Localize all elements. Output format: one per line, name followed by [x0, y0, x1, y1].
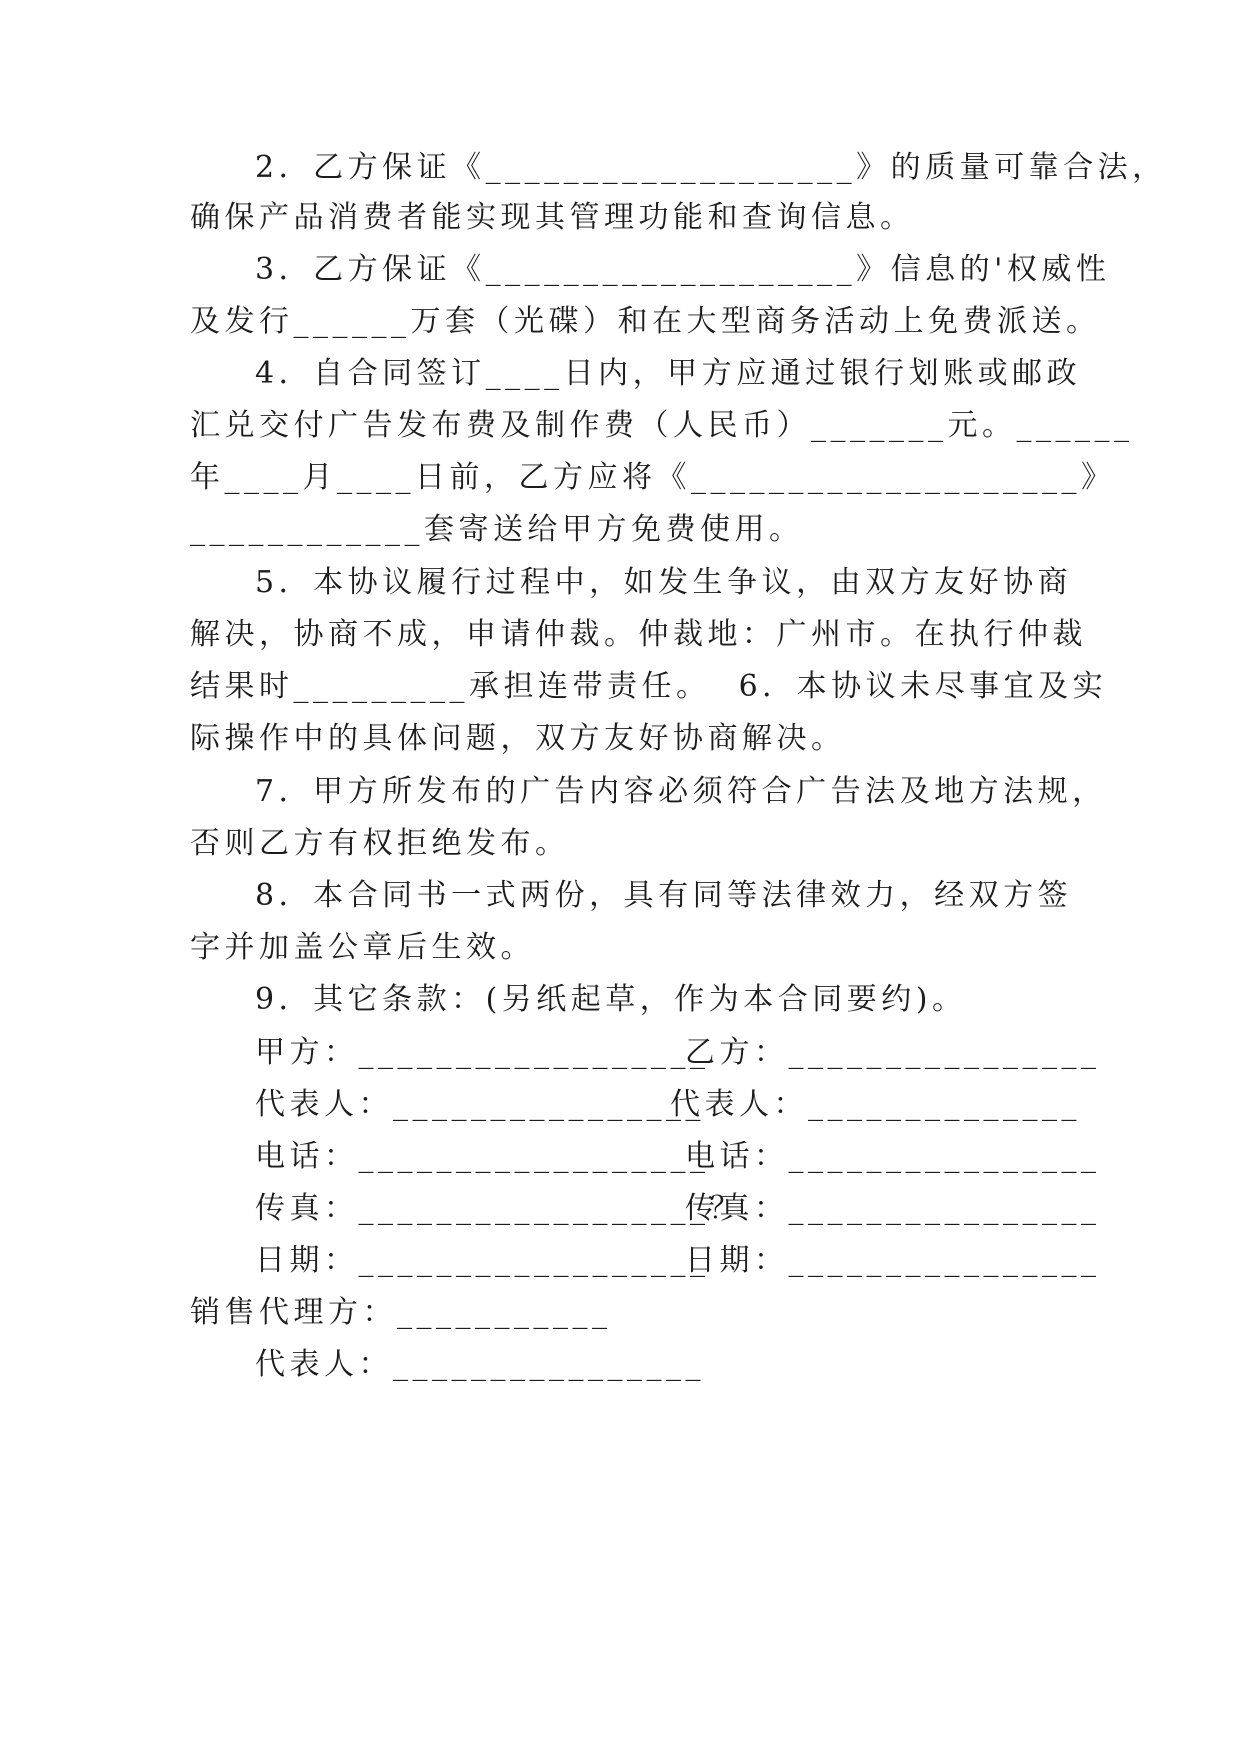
representative-a-field: 代表人：________________: [255, 1087, 705, 1122]
clause-2-line-2: 确保产品消费者能实现其管理功能和查询信息。: [190, 200, 915, 235]
party-b-field: 乙方：________________: [685, 1035, 1101, 1070]
fax-b-field: 传真：________________: [685, 1191, 1101, 1226]
clause-5-line-2: 解决，协商不成，申请仲裁。仲裁地：广州市。在执行仲裁: [190, 617, 1087, 652]
clause-8-line-1: 8．本合同书一式两份，具有同等法律效力，经双方签: [255, 878, 1073, 913]
fax-a-field: 传真：__________________？: [255, 1191, 744, 1226]
clause-2-line-1: 2．乙方保证《___________________》的质量可靠合法，: [255, 150, 1167, 185]
sales-agent-representative-field: 代表人：________________: [255, 1347, 705, 1382]
clause-4-line-2: 汇兑交付广告发布费及制作费（人民币）_______元。______: [190, 408, 1134, 443]
sales-agent-field: 销售代理方：___________: [190, 1295, 612, 1330]
phone-b-field: 电话：________________: [685, 1139, 1101, 1174]
date-a-field: 日期：__________________: [255, 1243, 710, 1278]
clause-4-line-3: 年____月____日前，乙方应将《____________________》: [190, 460, 1116, 495]
clause-9-line-1: 9．其它条款：(另纸起草，作为本合同要约)。: [255, 982, 967, 1017]
date-b-field: 日期：________________: [685, 1243, 1101, 1278]
clause-5-line-3: 结果时_________承担连带责任。 6．本协议未尽事宜及实: [190, 669, 1108, 704]
phone-a-field: 电话：__________________: [255, 1139, 710, 1174]
clause-7-line-1: 7．甲方所发布的广告内容必须符合广告法及地方法规，: [255, 774, 1107, 809]
representative-b-field: 代表人：______________: [670, 1087, 1081, 1122]
clause-5-line-1: 5．本协议履行过程中，如发生争议，由双方友好协商: [255, 565, 1073, 600]
clause-3-line-2: 及发行______万套（光碟）和在大型商务活动上免费派送。: [190, 304, 1101, 339]
party-a-field: 甲方：__________________: [255, 1035, 710, 1070]
clause-7-line-2: 否则乙方有权拒绝发布。: [190, 826, 570, 861]
clause-8-line-2: 字并加盖公章后生效。: [190, 930, 535, 965]
clause-4-line-4: ____________套寄送给甲方免费使用。: [190, 512, 804, 547]
clause-3-line-1: 3．乙方保证《___________________》信息的'权威性: [255, 252, 1111, 287]
clause-5-line-4: 际操作中的具体问题，双方友好协商解决。: [190, 721, 846, 756]
clause-4-line-1: 4．自合同签订____日内，甲方应通过银行划账或邮政: [255, 356, 1082, 391]
